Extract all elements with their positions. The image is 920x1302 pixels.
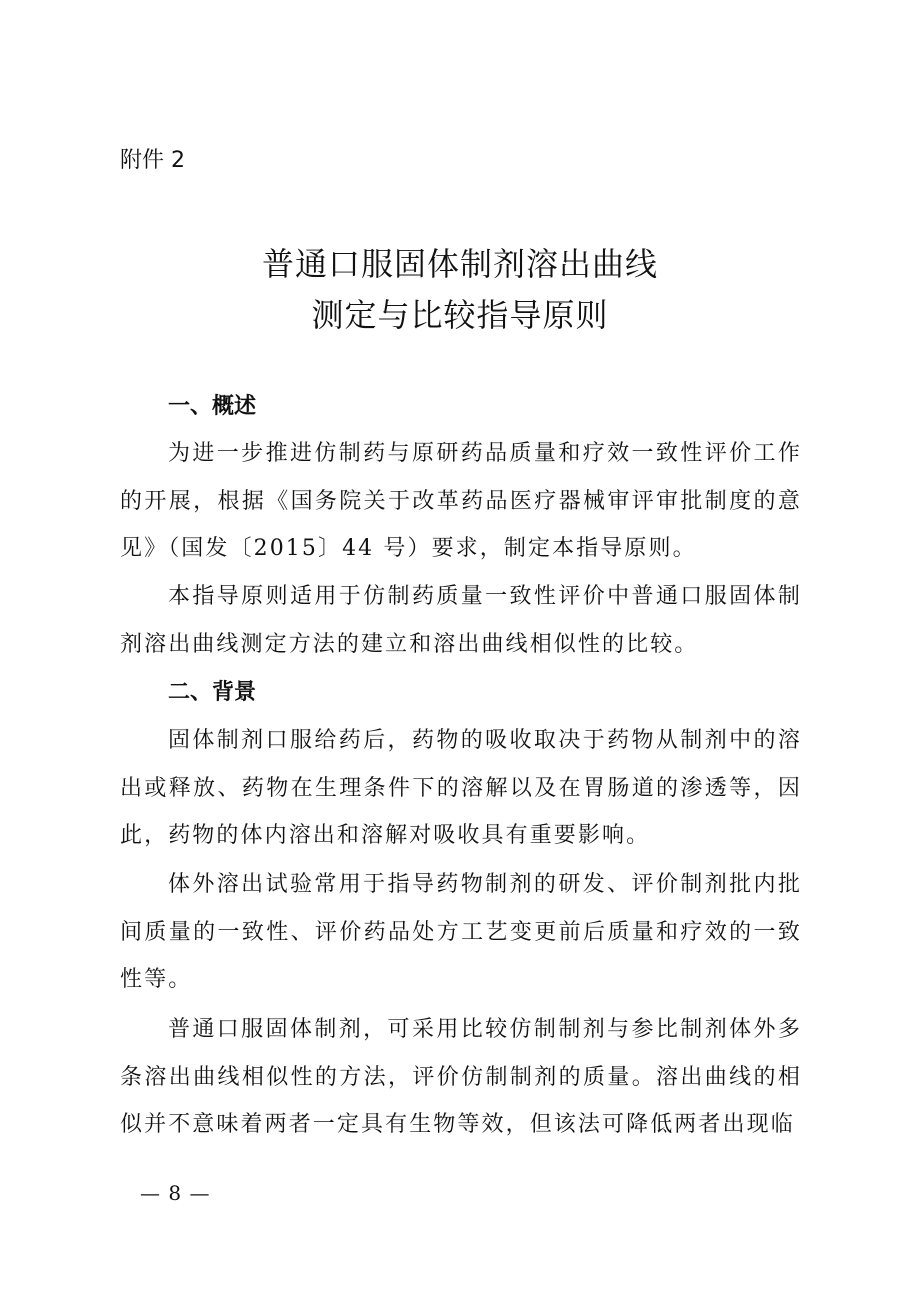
paragraph-background-similarity: 普通口服固体制剂，可采用比较仿制制剂与参比制剂体外多条溶出曲线相似性的方法，评价仿制制剂的质量。溶出曲线的相似并不意味着两者一定具有生物等效，但该法可降低两者出现临 [120,1017,802,1137]
attachment-label: 附件 2 [120,148,185,173]
section-heading-background: 二、背景 [168,680,257,705]
paragraph-background-absorption: 固体制剂口服给药后，药物的吸收取决于药物从制剂中的溶出或释放、药物在生理条件下的溶解以及在胃肠道的渗透等，因此，药物的体内溶出和溶解对吸收具有重要影响。 [120,728,802,848]
section-heading-overview: 一、概述 [168,394,257,419]
paragraph-overview-purpose: 为进一步推进仿制药与原研药品质量和疗效一致性评价工作的开展，根据《国务院关于改革药品医疗器械审评审批制度的意见》（国发〔2015〕44 号）要求，制定本指导原则。 [120,441,802,561]
paragraph-background-dissolution-test: 体外溶出试验常用于指导药物制剂的研发、评价制剂批内批间质量的一致性、评价药品处方工艺变更前后质量和疗效的一致性等。 [120,872,802,992]
paragraph-overview-scope: 本指导原则适用于仿制药质量一致性评价中普通口服固体制剂溶出曲线测定方法的建立和溶出曲线相似性的比较。 [120,584,802,657]
document-title-line-2: 测定与比较指导原则 [311,296,609,334]
document-title-line-1: 普通口服固体制剂溶出曲线 [261,245,658,283]
page-number: — 8 — [140,1181,211,1205]
